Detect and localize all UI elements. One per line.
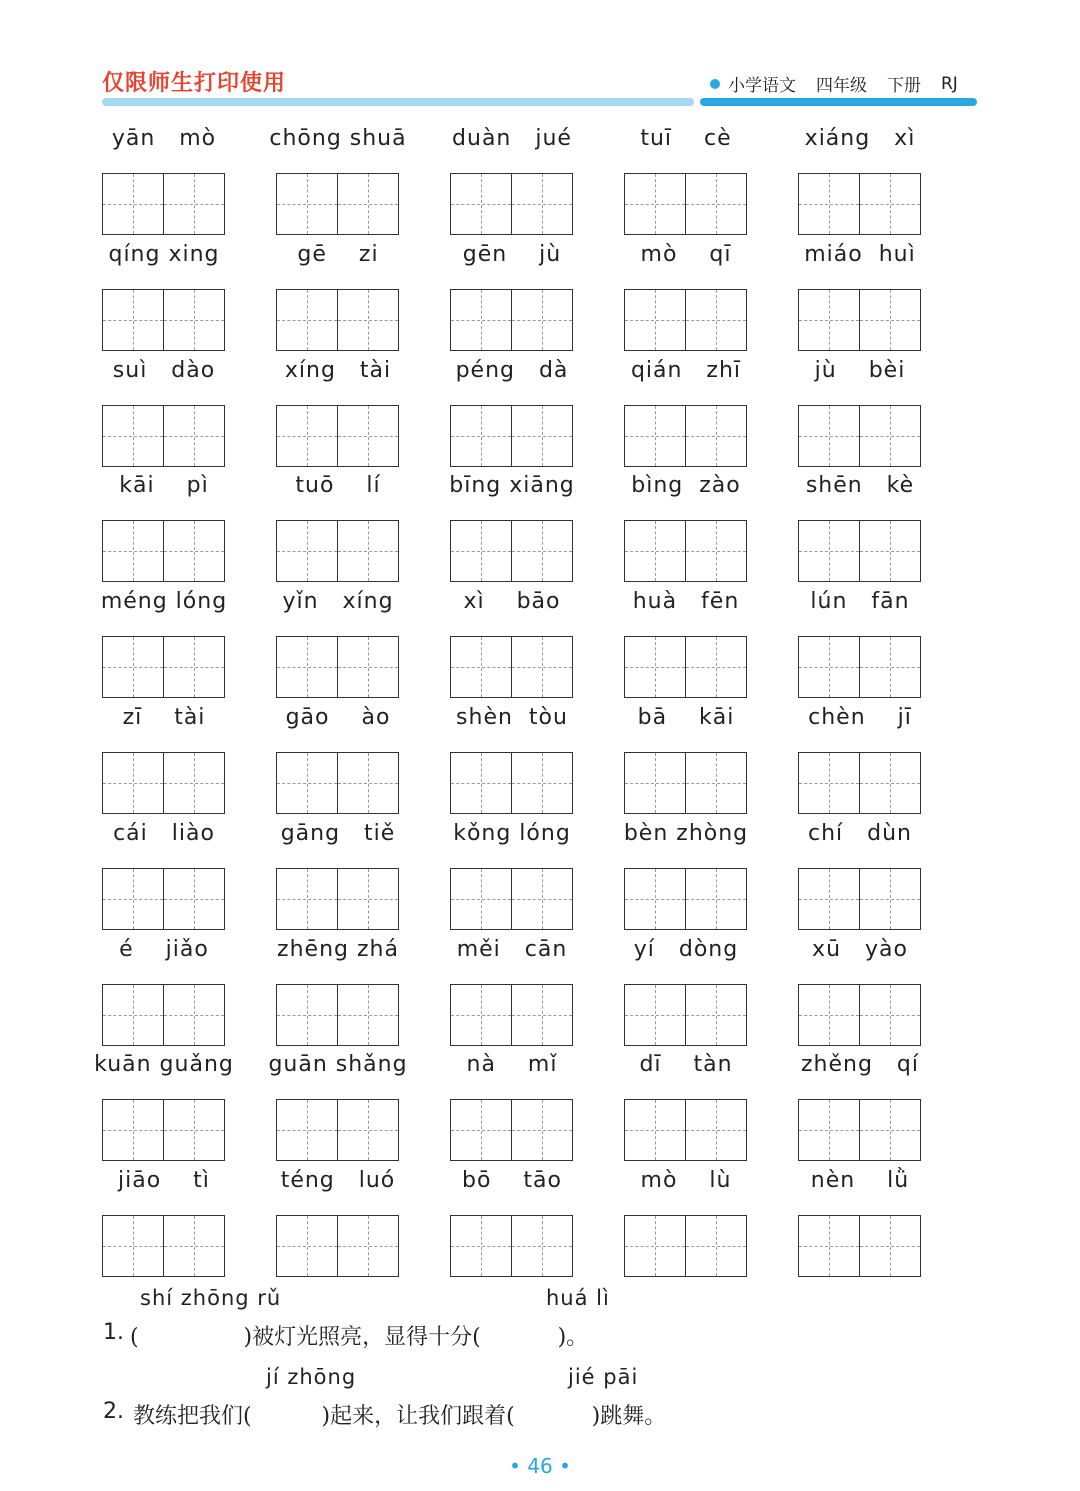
writing-boxes (624, 1099, 748, 1161)
pinyin-label: kǒng lóng (453, 821, 571, 846)
pinyin-label: shēn kè (805, 473, 915, 498)
word-item (276, 1168, 400, 1284)
writing-boxes (798, 289, 922, 351)
pinyin-label: péng dà (455, 358, 569, 383)
pinyin-label: bā kāi (637, 705, 735, 730)
word-item (102, 821, 226, 937)
character-box[interactable] (685, 289, 747, 351)
writing-boxes (450, 636, 574, 698)
page-number: • 46 • (509, 1454, 571, 1478)
character-box[interactable] (102, 1215, 164, 1277)
writing-boxes (102, 1215, 226, 1277)
pinyin-label: huà fēn (632, 589, 740, 614)
sentence-2-text[interactable]: 教练把我们( )起来，让我们跟着( )跳舞。 (133, 1404, 667, 1429)
character-box[interactable] (276, 1215, 338, 1277)
character-box[interactable] (276, 984, 338, 1046)
character-box[interactable] (102, 289, 164, 351)
character-box[interactable] (337, 636, 399, 698)
character-box[interactable] (163, 173, 225, 235)
character-box[interactable] (337, 984, 399, 1046)
pinyin-label: téng luó (280, 1168, 396, 1193)
pinyin-label: qián zhī (630, 358, 742, 383)
character-box[interactable] (337, 173, 399, 235)
writing-boxes (624, 868, 748, 930)
character-box[interactable] (163, 984, 225, 1046)
pinyin-label: chí dùn (808, 821, 912, 846)
pinyin-label: xì bāo (463, 589, 561, 614)
word-item (798, 358, 922, 474)
writing-boxes (102, 173, 226, 235)
character-box[interactable] (337, 868, 399, 930)
character-box[interactable] (798, 752, 860, 814)
pinyin-label: jù bèi (814, 358, 906, 383)
sentence-1-pinyin-b: huá lì (546, 1286, 610, 1310)
pinyin-label: yān mò (111, 126, 217, 151)
word-item (102, 358, 226, 474)
pinyin-label: tuō lí (295, 473, 381, 498)
character-box[interactable] (624, 405, 686, 467)
brand-label: 仅限师生打印使用 (102, 71, 287, 96)
character-box[interactable] (276, 520, 338, 582)
writing-boxes (798, 636, 922, 698)
volume-label: 下册 (887, 76, 921, 96)
writing-boxes (450, 405, 574, 467)
character-box[interactable] (798, 984, 860, 1046)
grade-label: 四年级 (816, 76, 867, 96)
character-box[interactable] (102, 520, 164, 582)
word-item (798, 126, 922, 242)
word-item (450, 821, 574, 937)
character-box[interactable] (102, 752, 164, 814)
character-box[interactable] (511, 868, 573, 930)
sentence-2-number: 2. (103, 1399, 124, 1424)
word-item (276, 473, 400, 589)
page-header (0, 0, 1080, 110)
character-box[interactable] (511, 289, 573, 351)
writing-boxes (624, 520, 748, 582)
character-box[interactable] (102, 1099, 164, 1161)
sentence-1-number: 1. (103, 1320, 124, 1345)
word-item (450, 589, 574, 705)
word-item (450, 1052, 574, 1168)
pinyin-label: xiáng xì (804, 126, 916, 151)
word-item (450, 126, 574, 242)
pinyin-label: měi cān (456, 937, 568, 962)
word-item (624, 358, 748, 474)
character-box[interactable] (450, 173, 512, 235)
character-box[interactable] (511, 636, 573, 698)
pinyin-label: kāi pì (119, 473, 209, 498)
word-item (450, 937, 574, 1053)
word-item (276, 242, 400, 358)
pinyin-label: chōng shuā (269, 126, 407, 151)
pinyin-label: jiāo tì (118, 1168, 210, 1193)
pinyin-label: zhěng qí (801, 1052, 919, 1077)
character-box[interactable] (163, 636, 225, 698)
sentence-2-pinyin-b: jié pāi (568, 1365, 639, 1389)
character-box[interactable] (276, 752, 338, 814)
character-box[interactable] (102, 405, 164, 467)
pinyin-label: kuān guǎng (94, 1052, 234, 1077)
character-box[interactable] (337, 1215, 399, 1277)
writing-boxes (276, 520, 400, 582)
edition-label: RJ (941, 73, 958, 94)
writing-boxes (798, 405, 922, 467)
pinyin-label: nèn lǜ (810, 1168, 910, 1193)
character-box[interactable] (337, 405, 399, 467)
book-meta (710, 71, 958, 96)
character-box[interactable] (163, 520, 225, 582)
writing-boxes (624, 984, 748, 1046)
character-box[interactable] (511, 520, 573, 582)
word-item (276, 821, 400, 937)
pinyin-label: tuī cè (640, 126, 732, 151)
pinyin-label: xū yào (812, 937, 908, 962)
character-box[interactable] (798, 405, 860, 467)
writing-boxes (450, 289, 574, 351)
word-item (276, 937, 400, 1053)
pinyin-label: gāo ào (285, 705, 391, 730)
character-box[interactable] (102, 636, 164, 698)
character-box[interactable] (798, 520, 860, 582)
character-box[interactable] (276, 289, 338, 351)
pinyin-label: mò qī (640, 242, 732, 267)
pinyin-label: nà mǐ (466, 1052, 558, 1077)
character-box[interactable] (798, 1215, 860, 1277)
character-box[interactable] (276, 1099, 338, 1161)
character-box[interactable] (276, 405, 338, 467)
character-box[interactable] (859, 636, 921, 698)
word-item (94, 1052, 234, 1168)
character-box[interactable] (450, 405, 512, 467)
word-item (276, 589, 400, 705)
writing-boxes (624, 752, 748, 814)
character-box[interactable] (624, 868, 686, 930)
writing-boxes (276, 636, 400, 698)
character-box[interactable] (859, 1215, 921, 1277)
pinyin-label: suì dào (112, 358, 216, 383)
pinyin-label: mò lù (640, 1168, 732, 1193)
character-box[interactable] (276, 868, 338, 930)
writing-boxes (102, 1099, 226, 1161)
writing-boxes (624, 1215, 748, 1277)
word-item (624, 1168, 748, 1284)
word-item (798, 473, 922, 589)
character-box[interactable] (163, 1215, 225, 1277)
sentence-1-pinyin-a: shí zhōng rǔ (140, 1286, 282, 1310)
writing-boxes (102, 636, 226, 698)
word-item (624, 705, 748, 821)
writing-boxes (624, 289, 748, 351)
character-box[interactable] (685, 173, 747, 235)
word-item (102, 1168, 226, 1284)
pinyin-label: zhēng zhá (277, 937, 399, 962)
word-item (450, 1168, 574, 1284)
character-box[interactable] (685, 1099, 747, 1161)
word-item (268, 1052, 408, 1168)
character-box[interactable] (798, 636, 860, 698)
character-box[interactable] (624, 289, 686, 351)
writing-boxes (450, 1099, 574, 1161)
sentence-2-pinyin-a: jí zhōng (266, 1365, 357, 1389)
writing-boxes (450, 752, 574, 814)
character-box[interactable] (798, 868, 860, 930)
character-box[interactable] (685, 752, 747, 814)
character-box[interactable] (450, 1215, 512, 1277)
word-item (624, 1052, 748, 1168)
character-box[interactable] (511, 1099, 573, 1161)
header-rule-left (102, 98, 694, 106)
character-box[interactable] (859, 868, 921, 930)
character-box[interactable] (102, 984, 164, 1046)
character-box[interactable] (624, 1099, 686, 1161)
character-box[interactable] (685, 984, 747, 1046)
character-box[interactable] (859, 289, 921, 351)
writing-boxes (276, 1099, 400, 1161)
writing-boxes (624, 636, 748, 698)
character-box[interactable] (859, 1099, 921, 1161)
character-box[interactable] (511, 173, 573, 235)
pinyin-label: gēn jù (462, 242, 562, 267)
pinyin-label: zī tài (122, 705, 206, 730)
writing-boxes (624, 405, 748, 467)
word-item (624, 126, 748, 242)
word-item (798, 589, 922, 705)
header-rule-right (700, 98, 977, 106)
character-box[interactable] (859, 752, 921, 814)
word-item (624, 242, 748, 358)
sentence-1-text[interactable]: ( )被灯光照亮，显得十分( )。 (130, 1325, 589, 1350)
pinyin-label: gē zi (297, 242, 379, 267)
pinyin-label: duàn jué (452, 126, 572, 151)
character-box[interactable] (450, 636, 512, 698)
pinyin-label: xíng tài (284, 358, 392, 383)
pinyin-label: bìng zào (631, 473, 741, 498)
pinyin-label: qíng xing (108, 242, 220, 267)
character-box[interactable] (798, 173, 860, 235)
character-box[interactable] (624, 1215, 686, 1277)
character-box[interactable] (624, 752, 686, 814)
writing-boxes (102, 868, 226, 930)
pinyin-label: bīng xiāng (449, 473, 575, 498)
writing-boxes (276, 405, 400, 467)
word-item (450, 473, 574, 589)
pinyin-label: bèn zhòng (623, 821, 749, 846)
character-box[interactable] (163, 289, 225, 351)
pinyin-label: miáo huì (804, 242, 916, 267)
character-box[interactable] (685, 405, 747, 467)
word-item (798, 937, 922, 1053)
character-box[interactable] (859, 405, 921, 467)
word-item (798, 1168, 922, 1284)
word-item (276, 358, 400, 474)
word-item (798, 705, 922, 821)
word-item (102, 473, 226, 589)
writing-boxes (450, 868, 574, 930)
character-box[interactable] (450, 752, 512, 814)
character-box[interactable] (798, 1099, 860, 1161)
character-box[interactable] (511, 1215, 573, 1277)
pinyin-label: bō tāo (462, 1168, 562, 1193)
bullet-icon (710, 79, 720, 89)
pinyin-label: méng lóng (100, 589, 228, 614)
writing-boxes (102, 405, 226, 467)
word-item (102, 126, 226, 242)
character-box[interactable] (102, 173, 164, 235)
writing-boxes (450, 173, 574, 235)
writing-boxes (450, 1215, 574, 1277)
character-box[interactable] (102, 868, 164, 930)
character-box[interactable] (685, 868, 747, 930)
pinyin-label: é jiǎo (119, 937, 209, 962)
writing-boxes (798, 984, 922, 1046)
character-box[interactable] (276, 173, 338, 235)
writing-boxes (450, 984, 574, 1046)
character-box[interactable] (859, 173, 921, 235)
character-box[interactable] (511, 405, 573, 467)
writing-boxes (798, 520, 922, 582)
writing-boxes (450, 520, 574, 582)
character-box[interactable] (685, 636, 747, 698)
writing-boxes (798, 1099, 922, 1161)
character-box[interactable] (337, 289, 399, 351)
word-item (624, 589, 748, 705)
character-box[interactable] (163, 868, 225, 930)
character-box[interactable] (859, 520, 921, 582)
writing-boxes (798, 752, 922, 814)
character-box[interactable] (685, 1215, 747, 1277)
pinyin-label: dī tàn (639, 1052, 733, 1077)
character-box[interactable] (337, 752, 399, 814)
writing-boxes (798, 173, 922, 235)
pinyin-label: cái liào (113, 821, 215, 846)
character-box[interactable] (163, 1099, 225, 1161)
writing-boxes (798, 868, 922, 930)
word-item (450, 358, 574, 474)
writing-boxes (798, 1215, 922, 1277)
word-item (102, 242, 226, 358)
word-item (798, 821, 922, 937)
writing-boxes (276, 868, 400, 930)
writing-boxes (276, 173, 400, 235)
writing-boxes (276, 752, 400, 814)
writing-boxes (276, 1215, 400, 1277)
character-box[interactable] (450, 1099, 512, 1161)
pinyin-label: yǐn xíng (282, 589, 394, 614)
word-item (102, 937, 226, 1053)
character-box[interactable] (163, 405, 225, 467)
word-item (276, 705, 400, 821)
pinyin-label: guān shǎng (268, 1052, 408, 1077)
word-item (269, 126, 407, 242)
character-box[interactable] (450, 289, 512, 351)
word-item (798, 1052, 922, 1168)
writing-boxes (624, 173, 748, 235)
word-item (624, 821, 748, 937)
pinyin-label: chèn jī (808, 705, 912, 730)
character-box[interactable] (859, 984, 921, 1046)
character-box[interactable] (337, 1099, 399, 1161)
word-item (102, 589, 226, 705)
character-box[interactable] (624, 636, 686, 698)
writing-boxes (102, 984, 226, 1046)
character-box[interactable] (511, 984, 573, 1046)
character-box[interactable] (624, 173, 686, 235)
pinyin-label: lún fān (810, 589, 910, 614)
character-box[interactable] (685, 520, 747, 582)
word-item (102, 705, 226, 821)
pinyin-label: gāng tiě (280, 821, 396, 846)
character-box[interactable] (511, 752, 573, 814)
character-box[interactable] (163, 752, 225, 814)
character-box[interactable] (450, 984, 512, 1046)
character-box[interactable] (798, 289, 860, 351)
writing-boxes (276, 289, 400, 351)
character-box[interactable] (337, 520, 399, 582)
word-item (624, 473, 748, 589)
subject-label: 小学语文 (728, 76, 796, 96)
word-item (798, 242, 922, 358)
writing-boxes (102, 520, 226, 582)
writing-boxes (102, 289, 226, 351)
writing-boxes (276, 984, 400, 1046)
character-box[interactable] (276, 636, 338, 698)
word-item (624, 937, 748, 1053)
pinyin-label: shèn tòu (456, 705, 568, 730)
writing-boxes (102, 752, 226, 814)
character-box[interactable] (450, 520, 512, 582)
pinyin-label: yí dòng (633, 937, 739, 962)
word-item (450, 242, 574, 358)
character-box[interactable] (624, 984, 686, 1046)
character-box[interactable] (450, 868, 512, 930)
character-box[interactable] (624, 520, 686, 582)
word-item (450, 705, 574, 821)
